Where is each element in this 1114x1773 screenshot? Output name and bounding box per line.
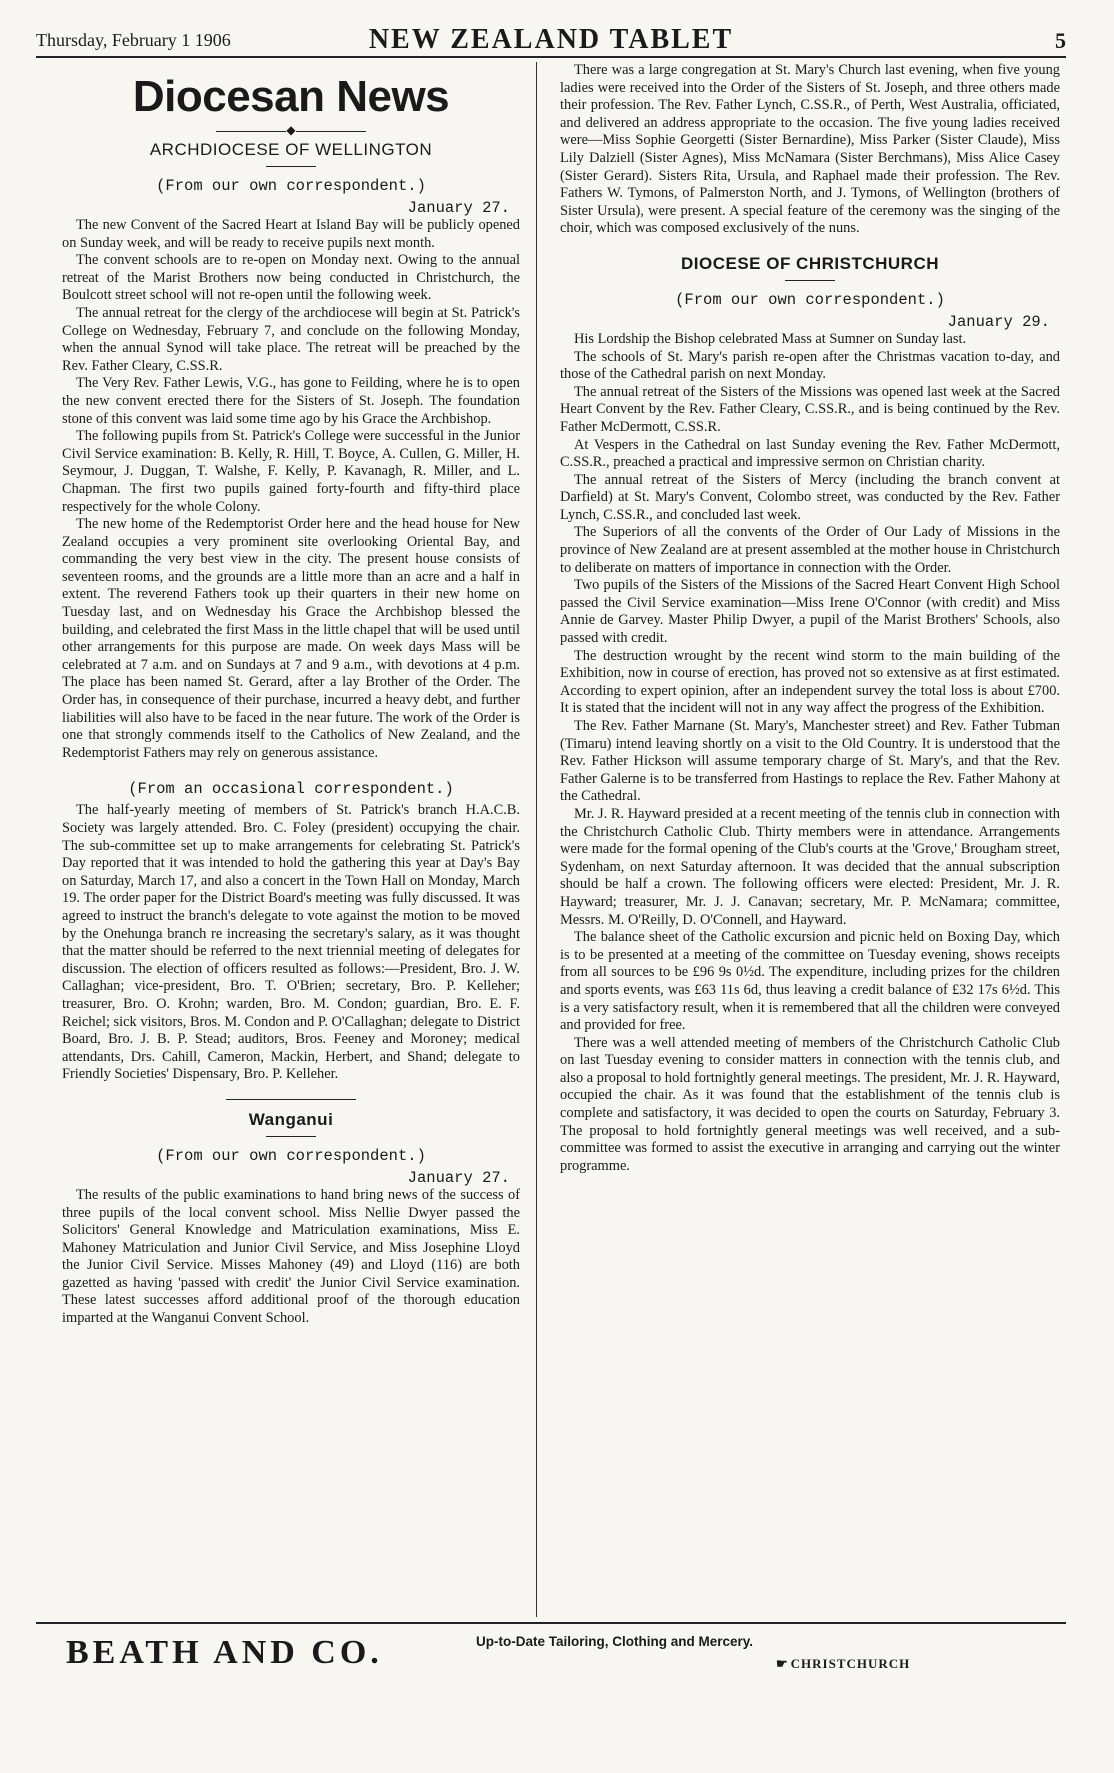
section-rule <box>266 1136 316 1137</box>
article-paragraph: The annual retreat for the clergy of the archdiocese will begin at St. Patrick's College on Wednesday, February 7, and conclude on the following Monday, when the annual Synod will take place. The retreat will be preached by the Rev. Father Cleary, C.SS.R. <box>62 304 520 374</box>
correspondent-line: (From our own correspondent.) <box>675 290 945 309</box>
article-paragraph: Two pupils of the Sisters of the Missions of the Sacred Heart Convent High School passed the Civil Service examination—Miss Irene O'Connor (with credit) and Miss Annie de Garvey. Master Philip Dwyer, a pupil of the Marist Brothers' Schools, also passed with credit. <box>560 577 1060 647</box>
advertisement-footer <box>36 1628 1066 1708</box>
advertiser-tagline: Up-to-Date Tailoring, Clothing and Mercery. <box>476 1634 754 1649</box>
section-heading-christchurch: DIOCESE OF CHRISTCHURCH <box>680 253 939 273</box>
article-paragraph: There was a large congregation at St. Mary's Church last evening, when five young ladies were received into the Order of the Sisters of St. Joseph, and three others made their profession. The Rev. Father Lynch, C.SS.R., of Perth, West Australia, officiated, and delivered an address appropriate to the occasion. The five young ladies received were—Miss Sophie Georgetti (Sister Bernardine), Miss Parker (Sister Claude), Miss Lily Dalziell (Sister Agnes), Miss McNamara (Sister Berchmans), Miss Alice Casey (Sister Gerard). Sisters Rita, Ursula, and Raphael made their profession. The Rev. Fathers W. Tymons, of Palmerston North, and J. Tymons, of Wellington (brothers of Sister Ursula), were present. A special feature of the ceremony was the singing of the choir, which was composed exclusively of the nuns. <box>560 62 1060 237</box>
article-paragraph: His Lordship the Bishop celebrated Mass at Sumner on Sunday last. <box>574 330 967 347</box>
diamond-divider <box>62 124 520 136</box>
masthead <box>36 22 1066 58</box>
article-paragraph: There was a well attended meeting of members of the Christchurch Catholic Club on last Tuesday evening to consider matters in connection with the tennis club, and also a proposal to hold fortnightly general meetings. The president, Mr. J. R. Hayward, occupied the chair. As it was found that the establishment of the tennis club is complete and satisfactory, it was decided to open the courts on Saturday, February 3. The proposal to hold fortnightly general meetings was well received, and a sub-committee was formed to assist the executive in arranging and carrying out the winter programme. <box>560 1034 1060 1174</box>
section-heading-wellington: ARCHDIOCESE OF WELLINGTON <box>149 140 433 159</box>
article-paragraph: The new Convent of the Sacred Heart at Island Bay will be publicly opened on Sunday week, and will be ready to receive pupils next month. <box>62 217 520 251</box>
article-paragraph: The new home of the Redemptorist Order here and the head house for New Zealand occupies a very prominent site overlooking Oriental Bay, and commanding the very best view in the city. The present house consists of seventeen rooms, and the grounds are a little more than an acre and a half in extent. The reverend Fathers took up their quarters in their new home on Tuesday last, and on Wednesday his Grace the Archbishop blessed the building, and celebrated the first Mass in the little chapel that will be used until other arrangements for this purpose are made. On week days Mass will be celebrated at 7 a.m. and on Sundays at 7 and 9 a.m., with devotions at 4 p.m. The place has been named St. Gerard, after a lay Brother of the Order. The Order has, in consequence of their purchase, incurred a heavy debt, and further liabilities will also have to be faced in the near future. The work of the Order is one that strongly commends itself to the Catholics of New Zealand, and the Redemptorist Fathers may rely on generous assistance. <box>62 516 520 761</box>
article-paragraph: The annual retreat of the Sisters of Mercy (including the branch convent at Darfield) at St. Mary's Convent, Colombo street, was conducted by the Rev. Father Lynch, C.SS.R., and concluded last week. <box>560 471 1060 523</box>
page-heading: Diocesan News <box>132 72 450 121</box>
article-paragraph: At Vespers in the Cathedral on last Sunday evening the Rev. Father McDermott, C.SS.R., preached a practical and impressive sermon on Christian charity. <box>560 436 1060 471</box>
footer-rule <box>36 1622 1066 1624</box>
right-column <box>560 62 1060 1175</box>
section-rule <box>785 280 835 281</box>
article-paragraph: The convent schools are to re-open on Monday next. Owing to the annual retreat of the Marist Brothers now being conducted in Christchurch, the Boulcott street school will not re-open until the following week. <box>62 252 520 304</box>
article-paragraph: The following pupils from St. Patrick's College were successful in the Junior Civil Service examination: B. Kelly, R. Hill, T. Boyce, A. Cullen, G. Miller, H. Seymour, J. Duggan, T. Walshe, F. Kelly, P. Kavanagh, R. Miller, and L. Chapman. The first two pupils gained forty-fourth and fifty-third place respectively for the whole Colony. <box>62 428 520 515</box>
article-paragraph: The annual retreat of the Sisters of the Missions was opened last week at the Sacred Heart Convent by the Rev. Father Cleary, C.SS.R., and is being continued by the Rev. Father McDermott, C.SS.R. <box>560 383 1060 435</box>
article-paragraph: The Very Rev. Father Lewis, V.G., has gone to Feilding, where he is to open the new convent erected there for the Sisters of St. Joseph. The foundation stone of this convent was laid some time ago by his Grace the Archbishop. <box>62 375 520 427</box>
article-paragraph: The balance sheet of the Catholic excursion and picnic held on Boxing Day, which is to be presented at a meeting of the committee on Tuesday evening, shows receipts from all sources to be £96 9s 0½d. The expenditure, including prizes for the children and sports events, was £63 11s 6d, thus leaving a credit balance of £32 17s 6½d. This is a very satisfactory result, when it is remembered that all the children were conveyed and provided for free. <box>560 929 1060 1034</box>
correspondent-line: (From an occasional correspondent.) <box>128 780 454 799</box>
advertiser-city: CHRISTCHURCH <box>790 1656 911 1671</box>
left-column <box>62 62 520 1328</box>
correspondent-line: (From our own correspondent.) <box>156 177 426 195</box>
dateline: January 29. <box>947 312 1050 331</box>
page-number: 5 <box>1055 28 1066 53</box>
article-paragraph: The results of the public examinations to hand bring news of the success of three pupils of the local convent school. Miss Nellie Dwyer passed the Solicitors' General Knowledge and Matriculation examinations, Miss E. Mahoney Matriculation and Junior Civil Service, and Miss Josephine Lloyd the Junior Civil Service. Misses Mahoney (49) and Lloyd (116) are both gazetted as having 'passed with credit' the Junior Civil Service examination. These latest successes afford additional proof of the thorough education imparted at the Wanganui Convent School. <box>62 1186 520 1327</box>
article-paragraph: The Rev. Father Marnane (St. Mary's, Manchester street) and Rev. Father Tubman (Timaru) intend leaving shortly on a visit to the Old Country. It is understood that the Rev. Father Hickson will assume temporary charge of St. Mary's, and that the Rev. Father Galerne is to be transferred from Hastings to replace the Rev. Father Mahony at the Cathedral. <box>560 718 1060 805</box>
article-paragraph: The Superiors of all the convents of the Order of Our Lady of Missions in the province of New Zealand are at present assembled at the mother house in Christchurch to deliberate on matters of importance in connection with the Order. <box>560 524 1060 576</box>
article-paragraph: The half-yearly meeting of members of St. Patrick's branch H.A.C.B. Society was largely attended. Bro. C. Foley (president) occupying the chair. The sub-committee set up to make arrangements for celebrating St. Patrick's Day reported that it was intended to hold the gathering this year at Day's Bay on Saturday, March 17, and also a concert in the Town Hall on Monday, March 19. The order paper for the District Board's meeting was fully discussed. It was agreed to instruct the branch's delegate to vote against the motion to be moved by the Onehunga branch re increasing the secretary's salary, as it was thought that the matter should be referred to the next triennial meeting of delegates for discussion. The election of officers resulted as follows:—President, Bro. J. W. Callaghan; vice-president, Bro. T. O'Brien; secretary, Bro. P. Kelleher; treasurer, Bro. O. Krohn; warden, Bro. M. Condon; guardian, Bro. E. F. Reichel; sick visitors, Bros. M. Condon and P. O'Callaghan; delegate to District Board, Bro. J. B. P. Stead; auditors, Bros. Feeney and Moroney; medical attendants, Drs. Cahill, Cameron, Mackin, Herbert, and Shand; delegate to Friendly Societies' Dispensary, Bro. P. Kelleher. <box>62 802 520 1083</box>
section-rule <box>226 1099 356 1100</box>
correspondent-line: (From our own correspondent.) <box>156 1146 426 1165</box>
section-rule <box>266 166 316 167</box>
diamond-icon: ◆ <box>286 123 296 137</box>
advertiser-name: BEATH AND CO. <box>66 1634 383 1671</box>
pointing-hand-icon: ☛ <box>776 1656 789 1671</box>
dateline: January 27. <box>407 199 510 217</box>
section-heading-wanganui: Wanganui <box>248 1109 334 1129</box>
column-divider <box>536 62 537 1617</box>
article-paragraph: The schools of St. Mary's parish re-open after the Christmas vacation to-day, and those of the Cathedral parish on next Monday. <box>560 348 1060 383</box>
dateline: January 27. <box>407 1168 510 1187</box>
publication-title: NEW ZEALAND TABLET <box>368 24 734 55</box>
issue-date: Thursday, February 1 1906 <box>36 30 231 50</box>
article-paragraph: The destruction wrought by the recent wind storm to the main building of the Exhibition, now in course of erection, has proved not so extensive as at first estimated. According to expert opinion, after an independent survey the total loss is about £700. It is stated that the incident will not in any way affect the progress of the Exhibition. <box>560 647 1060 717</box>
advertiser-city-line <box>776 1656 910 1672</box>
article-paragraph: Mr. J. R. Hayward presided at a recent meeting of the tennis club in connection with the Christchurch Catholic Club. Thirty members were in attendance. Arrangements were made for the formal opening of the Club's courts at the 'Grove,' Brougham street, Sydenham, on next Saturday afternoon. It was decided that the annual subscription should be half a crown. The following officers were elected: President, Mr. J. R. Hayward; treasurer, Mr. J. J. Canavan; secretary, Mr. P. McNamara; committee, Messrs. M. O'Reilly, D. O'Connell, and Hayward. <box>560 805 1060 928</box>
